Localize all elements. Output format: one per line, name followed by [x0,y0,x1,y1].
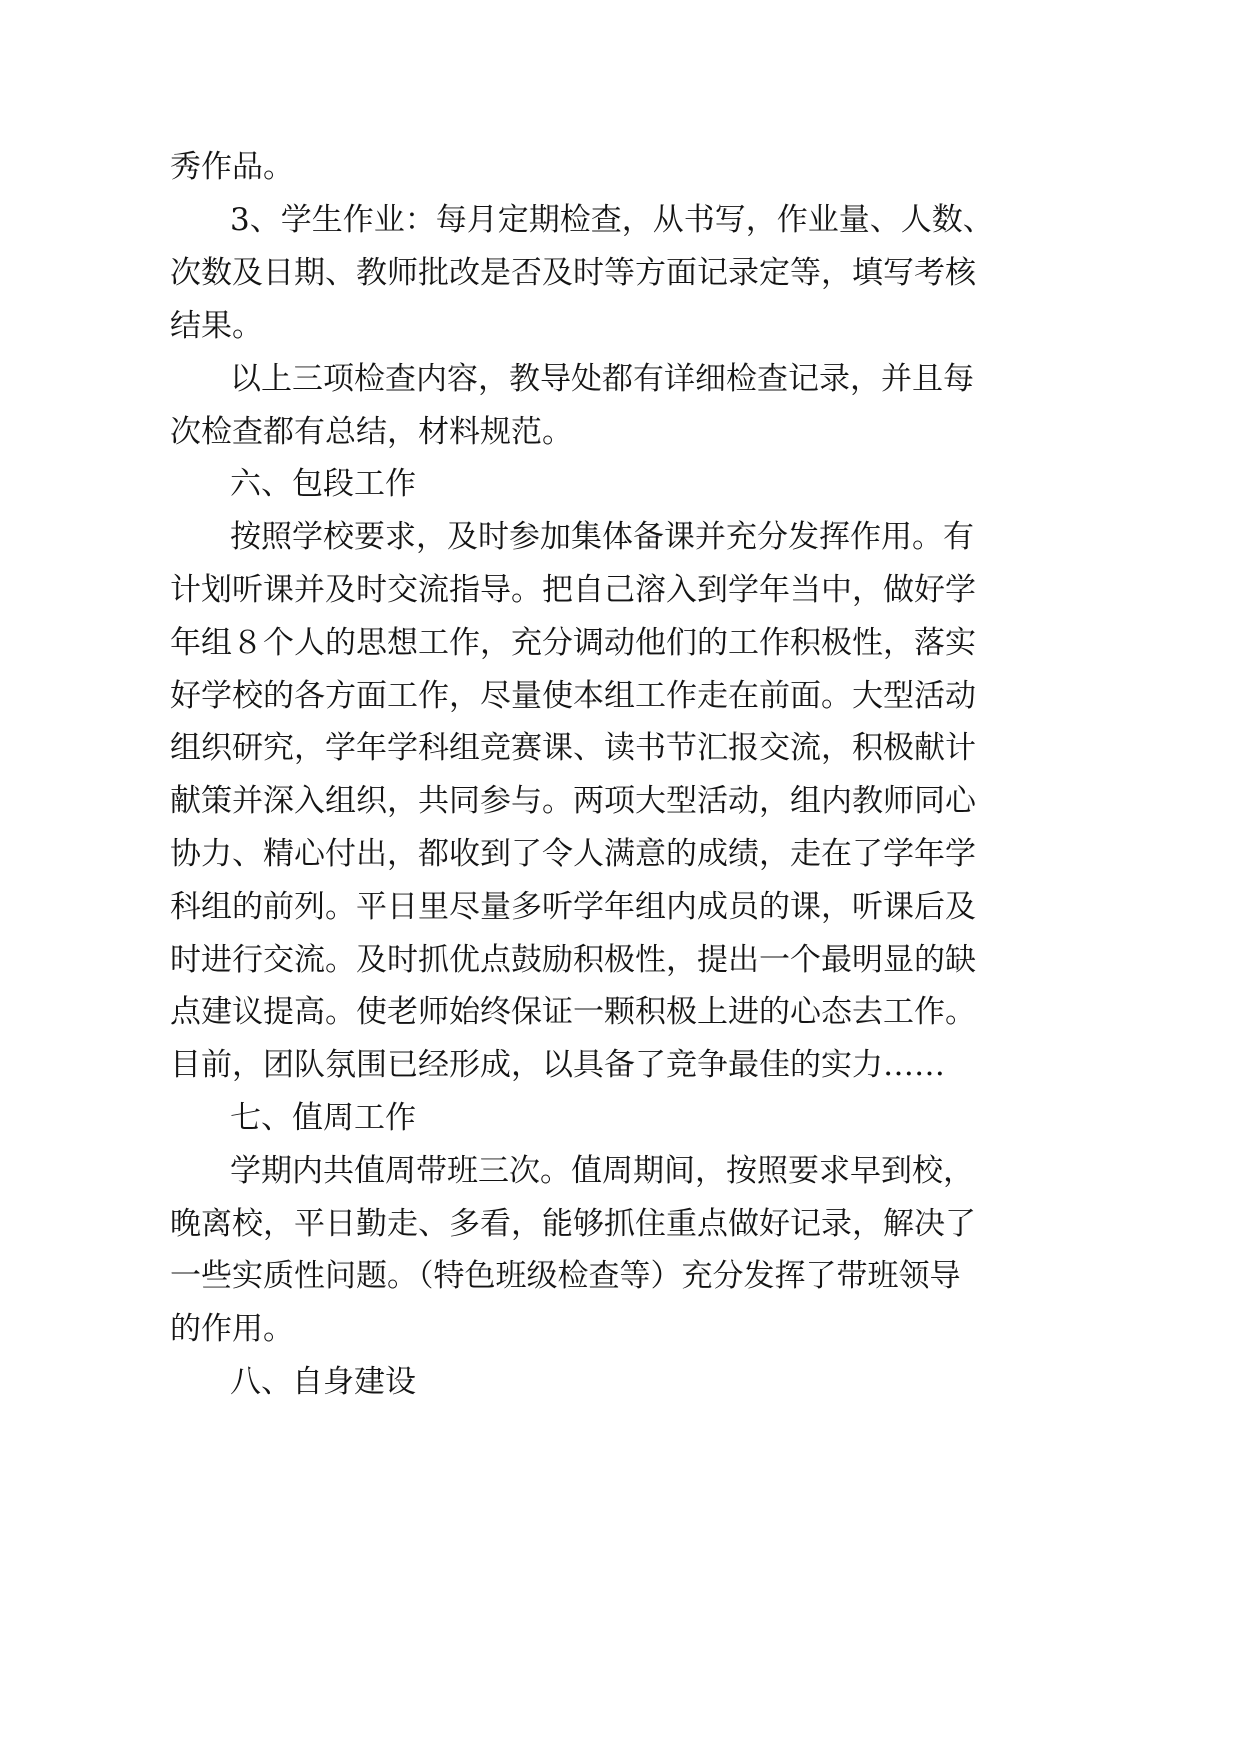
text-line: 时进行交流。及时抓优点鼓励积极性，提出一个最明显的缺 [170,942,976,978]
text-line: 目前，团队氛围已经形成，以具备了竞争最佳的实力…… [170,1047,945,1083]
text-line: 秀作品。 [170,149,294,185]
section-heading: 六、包段工作 [230,466,416,502]
text-line: 组织研究，学年学科组竞赛课、读书节汇报交流，积极献计 [170,730,976,766]
text-line: 结果。 [170,308,263,344]
text-line: 点建议提高。使老师始终保证一颗积极上进的心态去工作。 [170,994,976,1030]
text-line: 协力、精心付出，都收到了令人满意的成绩，走在了学年学 [170,836,976,872]
text-line: 晚离校，平日勤走、多看，能够抓住重点做好记录，解决了 [170,1206,976,1242]
text-line: 3、学生作业：每月定期检查，从书写，作业量、人数、 [230,202,994,238]
section-heading: 八、自身建设 [230,1364,416,1400]
text-line: 一些实质性问题。（特色班级检查等）充分发挥了带班领导 [170,1258,961,1294]
text-line: 好学校的各方面工作，尽量使本组工作走在前面。大型活动 [170,678,976,714]
text-line: 次数及日期、教师批改是否及时等方面记录定等，填写考核 [170,255,976,291]
text-line: 计划听课并及时交流指导。把自己溶入到学年当中，做好学 [170,572,976,608]
text-line: 年组８个人的思想工作，充分调动他们的工作积极性，落实 [170,625,976,661]
section-heading: 七、值周工作 [230,1100,416,1136]
text-line: 按照学校要求，及时参加集体备课并充分发挥作用。有 [230,519,974,555]
text-line: 科组的前列。平日里尽量多听学年组内成员的课，听课后及 [170,889,976,925]
text-line: 献策并深入组织，共同参与。两项大型活动，组内教师同心 [170,783,976,819]
text-line: 次检查都有总结，材料规范。 [170,414,573,450]
text-line: 学期内共值周带班三次。值周期间，按照要求早到校， [230,1153,974,1189]
text-line: 以上三项检查内容，教导处都有详细检查记录，并且每 [230,361,974,397]
text-line: 的作用。 [170,1311,294,1347]
